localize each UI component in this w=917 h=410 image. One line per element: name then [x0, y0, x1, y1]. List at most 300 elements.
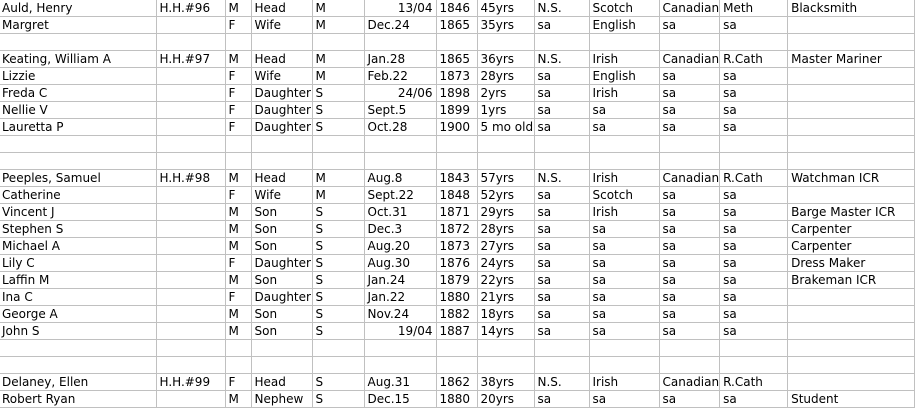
cell-birth-year[interactable]: 1873	[436, 238, 477, 255]
cell-name[interactable]: Vincent J	[0, 204, 156, 221]
cell-sex[interactable]: F	[225, 17, 251, 34]
cell-household[interactable]: H.H.#96	[156, 0, 225, 17]
cell-relation[interactable]: Son	[251, 204, 312, 221]
cell-age[interactable]: 52yrs	[477, 187, 534, 204]
cell-age[interactable]	[477, 34, 534, 51]
cell-birthplace[interactable]: sa	[534, 17, 589, 34]
cell-religion[interactable]	[720, 153, 788, 170]
cell-sex[interactable]: F	[225, 102, 251, 119]
cell-religion[interactable]: sa	[720, 323, 788, 340]
cell-birth-date[interactable]: Sept.5	[364, 102, 436, 119]
cell-nationality[interactable]: sa	[659, 85, 720, 102]
cell-birthplace[interactable]: sa	[534, 204, 589, 221]
cell-marital[interactable]: S	[312, 204, 364, 221]
cell-origin[interactable]: sa	[589, 255, 659, 272]
cell-religion[interactable]: sa	[720, 272, 788, 289]
cell-birthplace[interactable]: N.S.	[534, 51, 589, 68]
cell-nationality[interactable]: sa	[659, 289, 720, 306]
cell-occupation[interactable]	[788, 289, 915, 306]
cell-religion[interactable]	[720, 340, 788, 357]
cell-age[interactable]: 5 mo old	[477, 119, 534, 136]
cell-relation[interactable]: Head	[251, 51, 312, 68]
cell-birth-date[interactable]: 24/06	[364, 85, 436, 102]
cell-household[interactable]	[156, 289, 225, 306]
cell-relation[interactable]: Son	[251, 221, 312, 238]
cell-birthplace[interactable]: sa	[534, 255, 589, 272]
cell-age[interactable]: 28yrs	[477, 68, 534, 85]
cell-occupation[interactable]	[788, 153, 915, 170]
cell-relation[interactable]: Son	[251, 306, 312, 323]
cell-relation[interactable]: Wife	[251, 187, 312, 204]
cell-occupation[interactable]: Student	[788, 391, 915, 408]
cell-sex[interactable]: F	[225, 68, 251, 85]
cell-marital[interactable]	[312, 153, 364, 170]
cell-birth-date[interactable]: Aug.30	[364, 255, 436, 272]
cell-age[interactable]: 20yrs	[477, 391, 534, 408]
cell-name[interactable]: Nellie V	[0, 102, 156, 119]
cell-age[interactable]: 14yrs	[477, 323, 534, 340]
cell-sex[interactable]: M	[225, 0, 251, 17]
cell-origin[interactable]: Scotch	[589, 0, 659, 17]
cell-birthplace[interactable]: sa	[534, 221, 589, 238]
cell-religion[interactable]: sa	[720, 221, 788, 238]
cell-birth-year[interactable]	[436, 153, 477, 170]
cell-birth-date[interactable]	[364, 136, 436, 153]
cell-sex[interactable]: F	[225, 85, 251, 102]
cell-occupation[interactable]	[788, 374, 915, 391]
cell-origin[interactable]	[589, 340, 659, 357]
cell-nationality[interactable]: sa	[659, 187, 720, 204]
cell-household[interactable]	[156, 119, 225, 136]
cell-origin[interactable]	[589, 153, 659, 170]
cell-religion[interactable]	[720, 136, 788, 153]
cell-relation[interactable]: Head	[251, 374, 312, 391]
cell-age[interactable]: 35yrs	[477, 17, 534, 34]
cell-birth-year[interactable]: 1871	[436, 204, 477, 221]
cell-relation[interactable]: Head	[251, 0, 312, 17]
cell-origin[interactable]: Irish	[589, 85, 659, 102]
cell-household[interactable]	[156, 85, 225, 102]
cell-name[interactable]: Peeples, Samuel	[0, 170, 156, 187]
cell-marital[interactable]: S	[312, 306, 364, 323]
cell-sex[interactable]: F	[225, 374, 251, 391]
cell-origin[interactable]: sa	[589, 306, 659, 323]
cell-birthplace[interactable]	[534, 136, 589, 153]
cell-birth-year[interactable]: 1898	[436, 85, 477, 102]
cell-household[interactable]	[156, 17, 225, 34]
cell-birthplace[interactable]: sa	[534, 68, 589, 85]
cell-birth-year[interactable]: 1848	[436, 187, 477, 204]
cell-name[interactable]: Lizzie	[0, 68, 156, 85]
cell-birth-year[interactable]: 1880	[436, 391, 477, 408]
cell-household[interactable]	[156, 340, 225, 357]
cell-religion[interactable]: sa	[720, 289, 788, 306]
cell-age[interactable]: 28yrs	[477, 221, 534, 238]
cell-origin[interactable]: sa	[589, 391, 659, 408]
cell-birth-date[interactable]: Jan.24	[364, 272, 436, 289]
cell-occupation[interactable]: Blacksmith	[788, 0, 915, 17]
cell-birth-year[interactable]: 1865	[436, 51, 477, 68]
cell-relation[interactable]: Wife	[251, 68, 312, 85]
cell-birth-date[interactable]: Aug.31	[364, 374, 436, 391]
cell-birth-date[interactable]	[364, 153, 436, 170]
cell-household[interactable]	[156, 204, 225, 221]
cell-occupation[interactable]	[788, 187, 915, 204]
cell-nationality[interactable]	[659, 136, 720, 153]
cell-birth-date[interactable]: Sept.22	[364, 187, 436, 204]
cell-sex[interactable]: M	[225, 391, 251, 408]
cell-birth-date[interactable]: 19/04	[364, 323, 436, 340]
cell-birth-year[interactable]	[436, 136, 477, 153]
cell-name[interactable]: Margret	[0, 17, 156, 34]
cell-origin[interactable]	[589, 34, 659, 51]
cell-origin[interactable]: English	[589, 68, 659, 85]
cell-relation[interactable]: Daughter	[251, 289, 312, 306]
cell-birth-year[interactable]	[436, 340, 477, 357]
cell-origin[interactable]: Irish	[589, 170, 659, 187]
cell-age[interactable]	[477, 153, 534, 170]
cell-sex[interactable]	[225, 136, 251, 153]
cell-household[interactable]	[156, 34, 225, 51]
cell-religion[interactable]	[720, 357, 788, 374]
cell-nationality[interactable]	[659, 153, 720, 170]
cell-marital[interactable]: S	[312, 221, 364, 238]
cell-religion[interactable]: sa	[720, 85, 788, 102]
cell-origin[interactable]: English	[589, 17, 659, 34]
cell-birth-date[interactable]: Aug.20	[364, 238, 436, 255]
cell-origin[interactable]: Irish	[589, 51, 659, 68]
cell-occupation[interactable]	[788, 357, 915, 374]
cell-birth-date[interactable]: Dec.3	[364, 221, 436, 238]
cell-nationality[interactable]: sa	[659, 17, 720, 34]
cell-birth-date[interactable]: Dec.15	[364, 391, 436, 408]
cell-name[interactable]: Freda C	[0, 85, 156, 102]
cell-age[interactable]: 18yrs	[477, 306, 534, 323]
cell-marital[interactable]: M	[312, 68, 364, 85]
cell-nationality[interactable]: sa	[659, 119, 720, 136]
cell-household[interactable]: H.H.#97	[156, 51, 225, 68]
cell-occupation[interactable]: Watchman ICR	[788, 170, 915, 187]
cell-age[interactable]: 38yrs	[477, 374, 534, 391]
cell-birth-year[interactable]: 1873	[436, 68, 477, 85]
cell-household[interactable]	[156, 357, 225, 374]
cell-nationality[interactable]: sa	[659, 272, 720, 289]
cell-relation[interactable]	[251, 340, 312, 357]
cell-relation[interactable]: Daughter	[251, 119, 312, 136]
cell-birthplace[interactable]: sa	[534, 272, 589, 289]
cell-sex[interactable]: F	[225, 255, 251, 272]
cell-religion[interactable]: sa	[720, 68, 788, 85]
cell-relation[interactable]: Daughter	[251, 255, 312, 272]
cell-household[interactable]: H.H.#99	[156, 374, 225, 391]
cell-religion[interactable]: sa	[720, 17, 788, 34]
cell-household[interactable]	[156, 102, 225, 119]
cell-birth-date[interactable]: Jan.28	[364, 51, 436, 68]
cell-birthplace[interactable]: N.S.	[534, 170, 589, 187]
cell-age[interactable]: 57yrs	[477, 170, 534, 187]
cell-occupation[interactable]	[788, 119, 915, 136]
cell-birth-year[interactable]: 1879	[436, 272, 477, 289]
cell-sex[interactable]: M	[225, 170, 251, 187]
cell-occupation[interactable]	[788, 306, 915, 323]
cell-birth-date[interactable]: Oct.31	[364, 204, 436, 221]
cell-origin[interactable]: sa	[589, 272, 659, 289]
cell-birth-year[interactable]: 1899	[436, 102, 477, 119]
cell-nationality[interactable]: sa	[659, 221, 720, 238]
cell-nationality[interactable]: Canadian	[659, 170, 720, 187]
cell-name[interactable]: Robert Ryan	[0, 391, 156, 408]
cell-marital[interactable]	[312, 357, 364, 374]
cell-birth-year[interactable]: 1900	[436, 119, 477, 136]
cell-age[interactable]: 2yrs	[477, 85, 534, 102]
cell-name[interactable]	[0, 340, 156, 357]
cell-religion[interactable]: sa	[720, 187, 788, 204]
cell-marital[interactable]: S	[312, 238, 364, 255]
cell-sex[interactable]: M	[225, 204, 251, 221]
cell-nationality[interactable]: Canadian	[659, 374, 720, 391]
cell-birth-year[interactable]: 1876	[436, 255, 477, 272]
cell-age[interactable]: 27yrs	[477, 238, 534, 255]
cell-religion[interactable]: sa	[720, 306, 788, 323]
cell-sex[interactable]	[225, 153, 251, 170]
cell-name[interactable]: Delaney, Ellen	[0, 374, 156, 391]
cell-household[interactable]	[156, 238, 225, 255]
cell-name[interactable]: Keating, William A	[0, 51, 156, 68]
cell-occupation[interactable]: Carpenter	[788, 238, 915, 255]
cell-birth-year[interactable]: 1880	[436, 289, 477, 306]
cell-household[interactable]	[156, 153, 225, 170]
cell-origin[interactable]: sa	[589, 102, 659, 119]
cell-household[interactable]	[156, 272, 225, 289]
cell-name[interactable]: John S	[0, 323, 156, 340]
cell-relation[interactable]	[251, 153, 312, 170]
cell-sex[interactable]: M	[225, 221, 251, 238]
cell-sex[interactable]: M	[225, 272, 251, 289]
cell-birth-year[interactable]: 1887	[436, 323, 477, 340]
cell-sex[interactable]: M	[225, 238, 251, 255]
cell-age[interactable]	[477, 340, 534, 357]
cell-occupation[interactable]: Master Mariner	[788, 51, 915, 68]
cell-birthplace[interactable]: sa	[534, 187, 589, 204]
cell-birth-date[interactable]: Jan.22	[364, 289, 436, 306]
cell-origin[interactable]: sa	[589, 289, 659, 306]
cell-birthplace[interactable]: sa	[534, 306, 589, 323]
cell-household[interactable]: H.H.#98	[156, 170, 225, 187]
cell-birth-year[interactable]	[436, 34, 477, 51]
cell-marital[interactable]	[312, 340, 364, 357]
cell-name[interactable]: Auld, Henry	[0, 0, 156, 17]
cell-nationality[interactable]	[659, 34, 720, 51]
cell-relation[interactable]: Daughter	[251, 102, 312, 119]
cell-sex[interactable]	[225, 34, 251, 51]
cell-name[interactable]: Lauretta P	[0, 119, 156, 136]
cell-occupation[interactable]: Dress Maker	[788, 255, 915, 272]
cell-origin[interactable]: sa	[589, 323, 659, 340]
cell-nationality[interactable]: sa	[659, 204, 720, 221]
cell-household[interactable]	[156, 221, 225, 238]
cell-marital[interactable]: M	[312, 187, 364, 204]
cell-religion[interactable]: sa	[720, 391, 788, 408]
cell-origin[interactable]	[589, 357, 659, 374]
cell-marital[interactable]	[312, 136, 364, 153]
cell-birthplace[interactable]: sa	[534, 85, 589, 102]
cell-birth-date[interactable]: 13/04	[364, 0, 436, 17]
cell-marital[interactable]: M	[312, 17, 364, 34]
cell-name[interactable]	[0, 136, 156, 153]
cell-origin[interactable]: sa	[589, 238, 659, 255]
cell-relation[interactable]	[251, 357, 312, 374]
cell-birthplace[interactable]: sa	[534, 323, 589, 340]
cell-relation[interactable]: Daughter	[251, 85, 312, 102]
cell-occupation[interactable]	[788, 85, 915, 102]
cell-name[interactable]: Catherine	[0, 187, 156, 204]
cell-religion[interactable]: sa	[720, 255, 788, 272]
cell-nationality[interactable]: Canadian	[659, 51, 720, 68]
cell-marital[interactable]: S	[312, 119, 364, 136]
cell-marital[interactable]: S	[312, 85, 364, 102]
cell-birthplace[interactable]: sa	[534, 102, 589, 119]
cell-birth-year[interactable]: 1872	[436, 221, 477, 238]
cell-birth-year[interactable]: 1843	[436, 170, 477, 187]
cell-origin[interactable]: Irish	[589, 204, 659, 221]
cell-origin[interactable]: Scotch	[589, 187, 659, 204]
cell-religion[interactable]: sa	[720, 102, 788, 119]
cell-occupation[interactable]	[788, 340, 915, 357]
cell-relation[interactable]: Wife	[251, 17, 312, 34]
cell-birthplace[interactable]: sa	[534, 391, 589, 408]
cell-birth-year[interactable]: 1846	[436, 0, 477, 17]
cell-nationality[interactable]	[659, 340, 720, 357]
cell-birth-date[interactable]: Nov.24	[364, 306, 436, 323]
cell-age[interactable]	[477, 136, 534, 153]
cell-relation[interactable]: Son	[251, 272, 312, 289]
cell-birth-year[interactable]: 1862	[436, 374, 477, 391]
cell-sex[interactable]: F	[225, 119, 251, 136]
cell-age[interactable]: 36yrs	[477, 51, 534, 68]
cell-name[interactable]: Lily C	[0, 255, 156, 272]
cell-religion[interactable]: R.Cath	[720, 374, 788, 391]
cell-marital[interactable]: S	[312, 272, 364, 289]
cell-birth-date[interactable]: Aug.8	[364, 170, 436, 187]
cell-birth-date[interactable]: Dec.24	[364, 17, 436, 34]
cell-relation[interactable]	[251, 136, 312, 153]
cell-name[interactable]	[0, 153, 156, 170]
cell-relation[interactable]: Head	[251, 170, 312, 187]
cell-nationality[interactable]: sa	[659, 238, 720, 255]
cell-sex[interactable]: F	[225, 289, 251, 306]
cell-relation[interactable]: Nephew	[251, 391, 312, 408]
cell-birthplace[interactable]: N.S.	[534, 0, 589, 17]
cell-name[interactable]: Stephen S	[0, 221, 156, 238]
cell-birth-year[interactable]: 1882	[436, 306, 477, 323]
cell-household[interactable]	[156, 68, 225, 85]
cell-name[interactable]: Michael A	[0, 238, 156, 255]
cell-marital[interactable]: S	[312, 102, 364, 119]
cell-household[interactable]	[156, 323, 225, 340]
cell-name[interactable]	[0, 357, 156, 374]
cell-age[interactable]: 29yrs	[477, 204, 534, 221]
cell-nationality[interactable]	[659, 357, 720, 374]
cell-nationality[interactable]: Canadian	[659, 0, 720, 17]
cell-nationality[interactable]: sa	[659, 391, 720, 408]
cell-birthplace[interactable]: sa	[534, 238, 589, 255]
cell-relation[interactable]	[251, 34, 312, 51]
cell-marital[interactable]: M	[312, 51, 364, 68]
cell-name[interactable]: Ina C	[0, 289, 156, 306]
cell-marital[interactable]	[312, 34, 364, 51]
cell-religion[interactable]: R.Cath	[720, 51, 788, 68]
cell-occupation[interactable]	[788, 136, 915, 153]
cell-birthplace[interactable]	[534, 340, 589, 357]
cell-origin[interactable]	[589, 136, 659, 153]
cell-birthplace[interactable]: N.S.	[534, 374, 589, 391]
cell-household[interactable]	[156, 391, 225, 408]
cell-age[interactable]: 45yrs	[477, 0, 534, 17]
cell-relation[interactable]: Son	[251, 238, 312, 255]
cell-occupation[interactable]: Carpenter	[788, 221, 915, 238]
cell-nationality[interactable]: sa	[659, 68, 720, 85]
cell-birth-year[interactable]: 1865	[436, 17, 477, 34]
cell-occupation[interactable]: Brakeman ICR	[788, 272, 915, 289]
cell-marital[interactable]: S	[312, 374, 364, 391]
cell-occupation[interactable]	[788, 34, 915, 51]
cell-religion[interactable]: sa	[720, 238, 788, 255]
cell-birth-date[interactable]: Oct.28	[364, 119, 436, 136]
cell-sex[interactable]: M	[225, 323, 251, 340]
cell-sex[interactable]: F	[225, 187, 251, 204]
cell-occupation[interactable]	[788, 323, 915, 340]
cell-occupation[interactable]: Barge Master ICR	[788, 204, 915, 221]
cell-religion[interactable]	[720, 34, 788, 51]
cell-age[interactable]: 24yrs	[477, 255, 534, 272]
cell-origin[interactable]: Irish	[589, 374, 659, 391]
cell-origin[interactable]: sa	[589, 221, 659, 238]
cell-age[interactable]: 1yrs	[477, 102, 534, 119]
cell-birthplace[interactable]	[534, 153, 589, 170]
cell-nationality[interactable]: sa	[659, 323, 720, 340]
cell-occupation[interactable]	[788, 102, 915, 119]
cell-nationality[interactable]: sa	[659, 255, 720, 272]
cell-household[interactable]	[156, 187, 225, 204]
cell-birthplace[interactable]: sa	[534, 289, 589, 306]
cell-origin[interactable]: sa	[589, 119, 659, 136]
cell-birth-year[interactable]	[436, 357, 477, 374]
cell-birth-date[interactable]	[364, 34, 436, 51]
cell-birthplace[interactable]	[534, 34, 589, 51]
cell-name[interactable]	[0, 34, 156, 51]
cell-occupation[interactable]	[788, 17, 915, 34]
cell-birthplace[interactable]: sa	[534, 119, 589, 136]
cell-household[interactable]	[156, 255, 225, 272]
cell-religion[interactable]: Meth	[720, 0, 788, 17]
cell-name[interactable]: George A	[0, 306, 156, 323]
cell-marital[interactable]: M	[312, 170, 364, 187]
cell-age[interactable]	[477, 357, 534, 374]
cell-household[interactable]	[156, 136, 225, 153]
cell-occupation[interactable]	[788, 68, 915, 85]
cell-household[interactable]	[156, 306, 225, 323]
cell-sex[interactable]: M	[225, 306, 251, 323]
cell-religion[interactable]: R.Cath	[720, 170, 788, 187]
cell-sex[interactable]	[225, 357, 251, 374]
cell-birth-date[interactable]	[364, 357, 436, 374]
cell-sex[interactable]: M	[225, 51, 251, 68]
cell-marital[interactable]: M	[312, 0, 364, 17]
cell-age[interactable]: 22yrs	[477, 272, 534, 289]
cell-sex[interactable]	[225, 340, 251, 357]
cell-nationality[interactable]: sa	[659, 102, 720, 119]
cell-religion[interactable]: sa	[720, 119, 788, 136]
